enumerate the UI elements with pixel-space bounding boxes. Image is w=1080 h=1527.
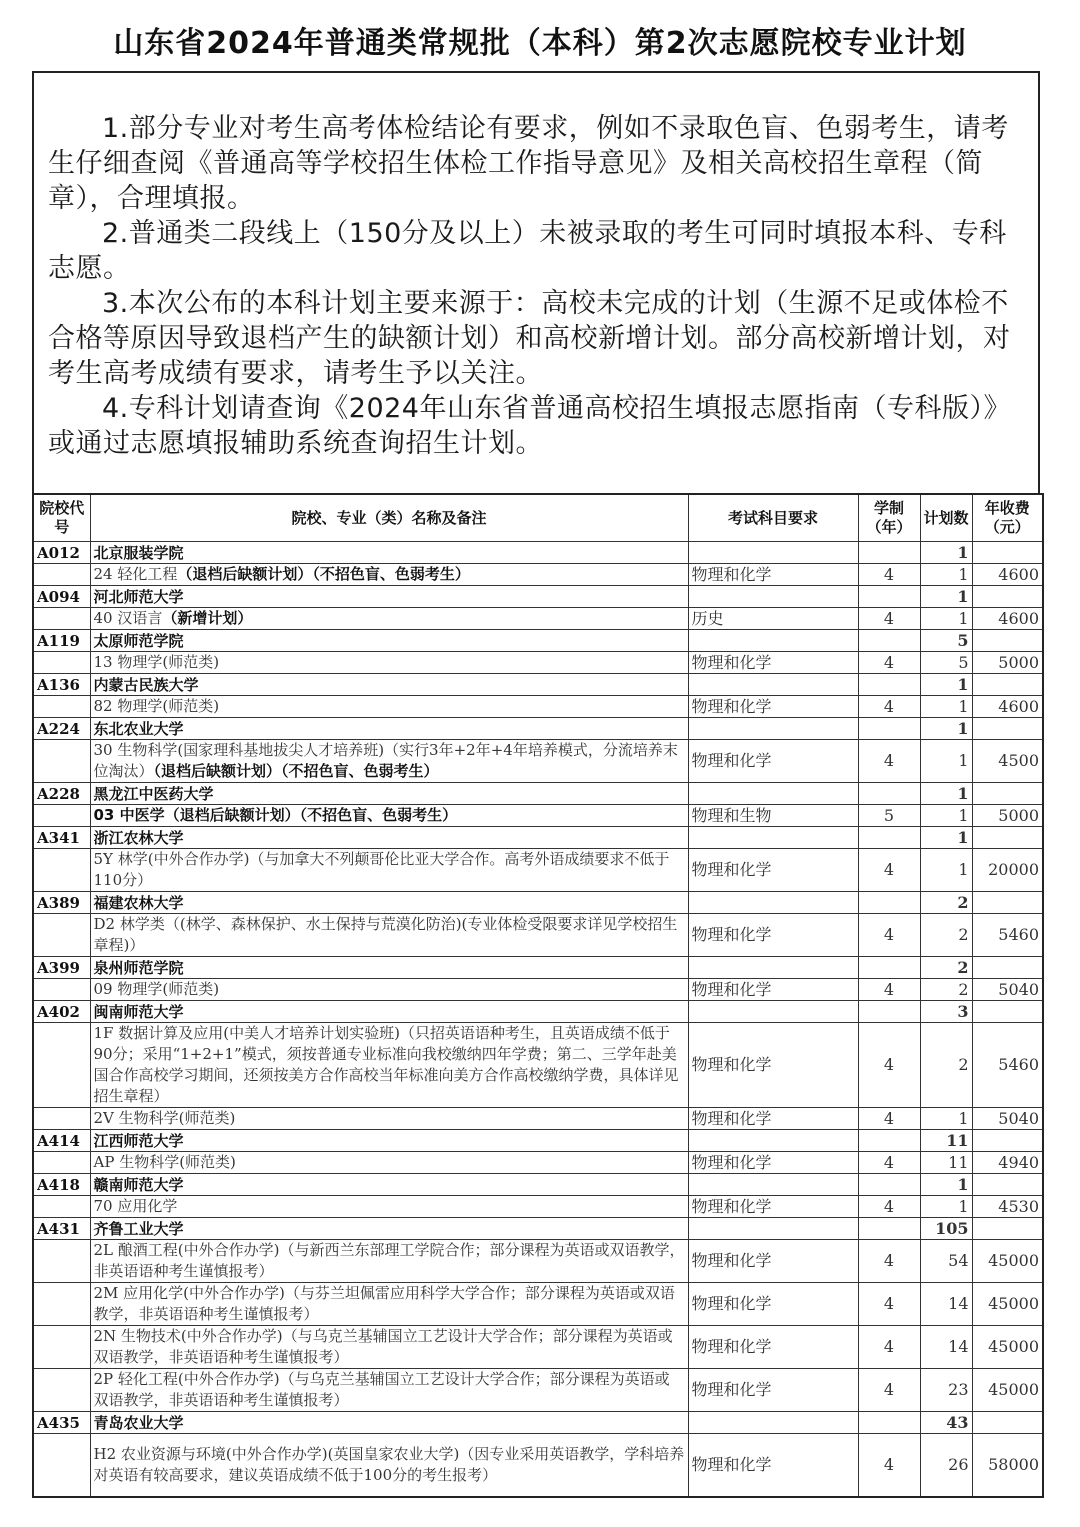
major-name-cell (90, 652, 688, 674)
school-row (33, 827, 1043, 849)
major-name-cell (90, 849, 688, 892)
years-cell (858, 1130, 920, 1152)
major-row (33, 1152, 1043, 1174)
annual-fee: 58000 (972, 1434, 1043, 1497)
school-name: 齐鲁工业大学 (90, 1218, 688, 1240)
major-name: 2L 酿酒工程(中外合作办学)（与新西兰东部理工学院合作；部分课程为英语或双语教学，非英语语种考生谨慎报考） (93, 1241, 685, 1280)
major-row (33, 914, 1043, 957)
major-name: 09 物理学(师范类) (93, 980, 220, 998)
years-cell (858, 1001, 920, 1023)
school-code: A418 (33, 1174, 90, 1196)
major-row (33, 564, 1043, 586)
subject-cell (688, 827, 858, 849)
study-years: 4 (858, 1369, 920, 1412)
school-row (33, 1001, 1043, 1023)
school-row (33, 1174, 1043, 1196)
school-plan-count: 5 (920, 630, 972, 652)
years-cell (858, 674, 920, 696)
years-cell (858, 1174, 920, 1196)
school-code: A389 (33, 892, 90, 914)
code-cell (33, 696, 90, 718)
fee-cell (972, 674, 1043, 696)
plan-count: 54 (920, 1240, 972, 1283)
study-years: 4 (858, 608, 920, 630)
fee-cell (972, 1001, 1043, 1023)
subject-cell (688, 542, 858, 564)
plan-count: 1 (920, 1196, 972, 1218)
years-cell (858, 718, 920, 740)
major-name: H2 农业资源与环境(中外合作办学)(英国皇家农业大学)（因专业采用英语教学，学科培养对英语有较高要求，建议英语成绩不低于100分的考生报考） (93, 1444, 685, 1484)
note-1: 1.部分专业对考生高考体检结论有要求，例如不录取色盲、色弱考生，请考生仔细查阅《普通高等学校招生体检工作指导意见》及相关高校招生章程（简章），合理填报。 (48, 113, 1009, 214)
plan-count: 14 (920, 1283, 972, 1326)
school-name: 泉州师范学院 (90, 957, 688, 979)
school-plan-count: 1 (920, 827, 972, 849)
school-row (33, 1412, 1043, 1434)
annual-fee: 45000 (972, 1283, 1043, 1326)
note-4: 4.专科计划请查询《2024年山东省普通高校招生填报志愿指南（专科版）》或通过志愿填报辅助系统查询招生计划。 (48, 393, 1011, 459)
subject-cell (688, 1218, 858, 1240)
code-cell (33, 1108, 90, 1130)
school-name: 黑龙江中医药大学 (90, 783, 688, 805)
major-row (33, 1108, 1043, 1130)
major-note: 03 中医学（退档后缺额计划）（不招色盲、色弱考生） (93, 806, 458, 824)
major-name-cell (90, 914, 688, 957)
subject-requirement: 物理和化学 (688, 1434, 858, 1497)
subject-requirement: 物理和化学 (688, 1240, 858, 1283)
major-note: （新增计划） (162, 609, 253, 627)
major-row (33, 805, 1043, 827)
subject-cell (688, 783, 858, 805)
plan-count: 1 (920, 564, 972, 586)
school-row (33, 957, 1043, 979)
plan-table (32, 493, 1044, 1498)
major-row (33, 1283, 1043, 1326)
major-row (33, 1196, 1043, 1218)
major-row (33, 849, 1043, 892)
table-header-row (33, 494, 1043, 542)
major-name: 13 物理学(师范类) (93, 653, 220, 671)
page-title: 山东省2024年普通类常规批（本科）第2次志愿院校专业计划 (113, 26, 967, 61)
school-plan-count: 105 (920, 1218, 972, 1240)
major-name-cell (90, 1369, 688, 1412)
major-name: 82 物理学(师范类) (93, 697, 220, 715)
subject-requirement: 物理和生物 (688, 805, 858, 827)
fee-cell (972, 892, 1043, 914)
school-plan-count: 43 (920, 1412, 972, 1434)
major-name-cell (90, 1108, 688, 1130)
major-name-cell (90, 979, 688, 1001)
header-fee: 年收费（元） (972, 494, 1043, 542)
years-cell (858, 1412, 920, 1434)
school-code: A224 (33, 718, 90, 740)
major-row (33, 608, 1043, 630)
school-name: 太原师范学院 (90, 630, 688, 652)
school-code: A402 (33, 1001, 90, 1023)
subject-cell (688, 718, 858, 740)
study-years: 4 (858, 1326, 920, 1369)
major-name: 2V 生物科学(师范类) (93, 1109, 236, 1127)
plan-count: 1 (920, 608, 972, 630)
header-code: 院校代号 (33, 494, 90, 542)
school-code: A431 (33, 1218, 90, 1240)
subject-cell (688, 630, 858, 652)
subject-requirement: 物理和化学 (688, 1369, 858, 1412)
plan-count: 1 (920, 1108, 972, 1130)
subject-requirement: 历史 (688, 608, 858, 630)
study-years: 4 (858, 1283, 920, 1326)
annual-fee: 4600 (972, 696, 1043, 718)
fee-cell (972, 586, 1043, 608)
study-years: 4 (858, 849, 920, 892)
years-cell (858, 1218, 920, 1240)
plan-count: 1 (920, 740, 972, 783)
subject-requirement: 物理和化学 (688, 979, 858, 1001)
subject-cell (688, 1412, 858, 1434)
code-cell (33, 1369, 90, 1412)
major-name: 5Y 林学(中外合作办学)（与加拿大不列颠哥伦比亚大学合作。高考外语成绩要求不低于110分） (93, 850, 670, 889)
major-name: 40 汉语言 (93, 609, 163, 627)
notes-box (32, 71, 1040, 493)
major-name-cell (90, 1326, 688, 1369)
school-code: A136 (33, 674, 90, 696)
plan-count: 14 (920, 1326, 972, 1369)
fee-cell (972, 827, 1043, 849)
code-cell (33, 1326, 90, 1369)
major-name-cell (90, 805, 688, 827)
major-row (33, 1240, 1043, 1283)
major-name: AP 生物科学(师范类) (93, 1153, 236, 1171)
study-years: 4 (858, 1434, 920, 1497)
school-plan-count: 3 (920, 1001, 972, 1023)
subject-requirement: 物理和化学 (688, 849, 858, 892)
study-years: 4 (858, 564, 920, 586)
school-code: A341 (33, 827, 90, 849)
subject-requirement: 物理和化学 (688, 564, 858, 586)
subject-requirement: 物理和化学 (688, 1326, 858, 1369)
annual-fee: 45000 (972, 1240, 1043, 1283)
school-name: 闽南师范大学 (90, 1001, 688, 1023)
study-years: 5 (858, 805, 920, 827)
major-row (33, 1434, 1043, 1497)
code-cell (33, 1152, 90, 1174)
fee-cell (972, 630, 1043, 652)
plan-count: 2 (920, 1023, 972, 1108)
years-cell (858, 586, 920, 608)
subject-cell (688, 1001, 858, 1023)
major-name: 1F 数据计算及应用(中美人才培养计划实验班)（只招英语语种考生，且英语成绩不低于90分；采用“1+2+1”模式，须按普通专业标准向我校缴纳四年学费；第二、三学年赴美国合作高校学习期间，还须按美方合作高校当年标准向美方合作高校缴纳学费，具体详见招生章程） (93, 1024, 679, 1105)
school-name: 东北农业大学 (90, 718, 688, 740)
plan-count: 1 (920, 849, 972, 892)
major-row (33, 740, 1043, 783)
years-cell (858, 783, 920, 805)
subject-requirement: 物理和化学 (688, 740, 858, 783)
fee-cell (972, 718, 1043, 740)
school-plan-count: 1 (920, 1174, 972, 1196)
code-cell (33, 914, 90, 957)
major-row (33, 652, 1043, 674)
fee-cell (972, 1130, 1043, 1152)
years-cell (858, 957, 920, 979)
school-row (33, 783, 1043, 805)
fee-cell (972, 1412, 1043, 1434)
subject-cell (688, 892, 858, 914)
major-name-cell (90, 1240, 688, 1283)
fee-cell (972, 542, 1043, 564)
school-name: 福建农林大学 (90, 892, 688, 914)
plan-count: 23 (920, 1369, 972, 1412)
plan-count: 5 (920, 652, 972, 674)
major-name-cell (90, 1152, 688, 1174)
school-code: A119 (33, 630, 90, 652)
major-name: 2N 生物技术(中外合作办学)（与乌克兰基辅国立工艺设计大学合作；部分课程为英语或双语教学，非英语语种考生谨慎报考） (93, 1327, 673, 1366)
school-plan-count: 11 (920, 1130, 972, 1152)
annual-fee: 45000 (972, 1369, 1043, 1412)
major-row (33, 1369, 1043, 1412)
school-row (33, 674, 1043, 696)
study-years: 4 (858, 1023, 920, 1108)
subject-requirement: 物理和化学 (688, 1196, 858, 1218)
study-years: 4 (858, 1240, 920, 1283)
subject-requirement: 物理和化学 (688, 1108, 858, 1130)
annual-fee: 5460 (972, 1023, 1043, 1108)
school-row (33, 586, 1043, 608)
annual-fee: 5040 (972, 1108, 1043, 1130)
code-cell (33, 608, 90, 630)
school-name: 青岛农业大学 (90, 1412, 688, 1434)
fee-cell (972, 1174, 1043, 1196)
major-note: （退档后缺额计划）（不招色盲、色弱考生） (177, 565, 470, 583)
school-row (33, 892, 1043, 914)
code-cell (33, 1240, 90, 1283)
major-row (33, 696, 1043, 718)
school-row (33, 542, 1043, 564)
plan-table-body (33, 542, 1043, 1497)
school-row (33, 718, 1043, 740)
plan-count: 2 (920, 914, 972, 957)
code-cell (33, 740, 90, 783)
major-row (33, 979, 1043, 1001)
plan-count: 2 (920, 979, 972, 1001)
major-name: 2P 轻化工程(中外合作办学)（与乌克兰基辅国立工艺设计大学合作；部分课程为英语或双语教学，非英语语种考生谨慎报考） (93, 1370, 670, 1409)
header-subject: 考试科目要求 (688, 494, 858, 542)
school-plan-count: 1 (920, 542, 972, 564)
code-cell (33, 564, 90, 586)
school-row (33, 1130, 1043, 1152)
major-row (33, 1023, 1043, 1108)
subject-requirement: 物理和化学 (688, 652, 858, 674)
code-cell (33, 1283, 90, 1326)
subject-requirement: 物理和化学 (688, 914, 858, 957)
plan-count: 11 (920, 1152, 972, 1174)
school-plan-count: 1 (920, 783, 972, 805)
code-cell (33, 652, 90, 674)
study-years: 4 (858, 1108, 920, 1130)
school-plan-count: 1 (920, 718, 972, 740)
school-code: A435 (33, 1412, 90, 1434)
school-row (33, 1218, 1043, 1240)
major-name-cell (90, 1196, 688, 1218)
subject-requirement: 物理和化学 (688, 696, 858, 718)
school-plan-count: 1 (920, 586, 972, 608)
study-years: 4 (858, 1152, 920, 1174)
fee-cell (972, 1218, 1043, 1240)
school-name: 河北师范大学 (90, 586, 688, 608)
major-name-cell (90, 1023, 688, 1108)
annual-fee: 5040 (972, 979, 1043, 1001)
study-years: 4 (858, 652, 920, 674)
plan-count: 1 (920, 696, 972, 718)
annual-fee: 5000 (972, 805, 1043, 827)
header-years: 学制（年） (858, 494, 920, 542)
annual-fee: 45000 (972, 1326, 1043, 1369)
header-count: 计划数 (920, 494, 972, 542)
study-years: 4 (858, 979, 920, 1001)
major-name: D2 林学类（(林学、森林保护、水土保持与荒漠化防治)(专业体检受限要求详见学校招生章程)） (93, 915, 678, 954)
annual-fee: 4600 (972, 564, 1043, 586)
annual-fee: 5000 (972, 652, 1043, 674)
major-row (33, 1326, 1043, 1369)
major-name: 2M 应用化学(中外合作办学)（与芬兰坦佩雷应用科学大学合作；部分课程为英语或双语教学，非英语语种考生谨慎报考） (93, 1284, 675, 1323)
school-code: A399 (33, 957, 90, 979)
fee-cell (972, 783, 1043, 805)
study-years: 4 (858, 696, 920, 718)
school-code: A228 (33, 783, 90, 805)
annual-fee: 4600 (972, 608, 1043, 630)
major-name: 24 轻化工程 (93, 565, 178, 583)
subject-requirement: 物理和化学 (688, 1152, 858, 1174)
code-cell (33, 805, 90, 827)
study-years: 4 (858, 914, 920, 957)
school-row (33, 630, 1043, 652)
major-note: （退档后缺额计划）（不招色盲、色弱考生） (153, 762, 439, 780)
years-cell (858, 892, 920, 914)
study-years: 4 (858, 740, 920, 783)
school-plan-count: 2 (920, 957, 972, 979)
note-2: 2.普通类二段线上（150分及以上）未被录取的考生可同时填报本科、专科志愿。 (48, 218, 1007, 284)
annual-fee: 4530 (972, 1196, 1043, 1218)
school-name: 内蒙古民族大学 (90, 674, 688, 696)
major-name: 30 生物科学(国家理科基地拔尖人才培养班)（实行3年+2年+4年培养模式，分流培养末位淘汰） (93, 741, 678, 780)
code-cell (33, 979, 90, 1001)
school-plan-count: 2 (920, 892, 972, 914)
code-cell (33, 1434, 90, 1497)
code-cell (33, 849, 90, 892)
annual-fee: 20000 (972, 849, 1043, 892)
subject-cell (688, 957, 858, 979)
school-name: 北京服装学院 (90, 542, 688, 564)
code-cell (33, 1196, 90, 1218)
subject-requirement: 物理和化学 (688, 1023, 858, 1108)
years-cell (858, 827, 920, 849)
years-cell (858, 542, 920, 564)
header-name: 院校、专业（类）名称及备注 (90, 494, 688, 542)
subject-cell (688, 586, 858, 608)
annual-fee: 5460 (972, 914, 1043, 957)
school-code: A094 (33, 586, 90, 608)
subject-cell (688, 1174, 858, 1196)
years-cell (858, 630, 920, 652)
school-name: 浙江农林大学 (90, 827, 688, 849)
note-3: 3.本次公布的本科计划主要来源于：高校未完成的计划（生源不足或体检不合格等原因导致退档产生的缺额计划）和高校新增计划。部分高校新增计划，对考生高考成绩有要求，请考生予以关注。 (48, 288, 1011, 389)
major-name-cell (90, 564, 688, 586)
subject-requirement: 物理和化学 (688, 1283, 858, 1326)
major-name: 70 应用化学 (93, 1197, 178, 1215)
major-name-cell (90, 696, 688, 718)
major-name-cell (90, 1434, 688, 1497)
annual-fee: 4940 (972, 1152, 1043, 1174)
fee-cell (972, 957, 1043, 979)
subject-cell (688, 1130, 858, 1152)
subject-cell (688, 674, 858, 696)
school-code: A414 (33, 1130, 90, 1152)
major-name-cell (90, 608, 688, 630)
major-name-cell (90, 1283, 688, 1326)
major-name-cell (90, 740, 688, 783)
plan-count: 26 (920, 1434, 972, 1497)
school-name: 江西师范大学 (90, 1130, 688, 1152)
code-cell (33, 1023, 90, 1108)
annual-fee: 4500 (972, 740, 1043, 783)
plan-count: 1 (920, 805, 972, 827)
school-name: 赣南师范大学 (90, 1174, 688, 1196)
school-plan-count: 1 (920, 674, 972, 696)
school-code: A012 (33, 542, 90, 564)
study-years: 4 (858, 1196, 920, 1218)
